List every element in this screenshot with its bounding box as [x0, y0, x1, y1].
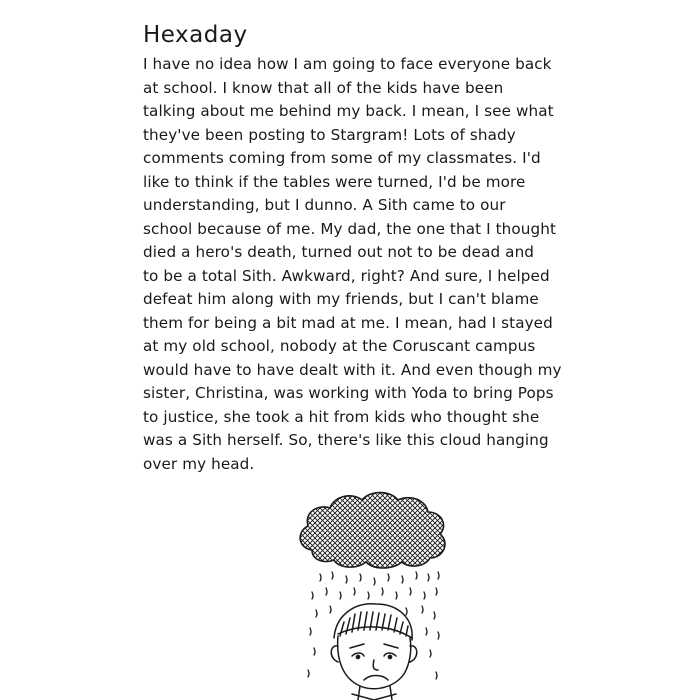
entry-line: would have to have dealt with it. And even though my [143, 360, 562, 379]
entry-line: to justice, she took a hit from kids who thought she [143, 407, 540, 426]
entry-line: defeat him along with my friends, but I can't blame [143, 290, 539, 308]
entry-line: was a Sith herself. So, there's like this cloud hanging [143, 431, 549, 449]
entry-line: over my head. [143, 454, 255, 473]
entry-line: I have no idea how I am going to face everyone back [143, 55, 552, 73]
entry-line: school because of me. My dad, the one that I thought [143, 219, 557, 238]
entry-line: to be a total Sith. Awkward, right? And sure, I helped [143, 266, 550, 285]
entry-line: talking about me behind my back. I mean, I see what [143, 102, 554, 120]
entry-line: sister, Christina, was working with Yoda to bring Pops [143, 384, 554, 402]
rain-cloud-icon [290, 488, 460, 578]
entry-line: comments coming from some of my classmates. I'd [143, 149, 541, 167]
entry-title: Hexaday [143, 22, 248, 48]
entry-line: died a hero's death, turned out not to be dead and [143, 243, 535, 261]
entry-line: at my old school, nobody at the Coruscant campus [143, 337, 536, 355]
entry-line: they've been posting to Stargram! Lots of shady [143, 125, 516, 144]
entry-line: understanding, but I dunno. A Sith came to our [143, 196, 506, 214]
entry-line: at school. I know that all of the kids have been [143, 78, 504, 97]
entry-body [143, 53, 563, 476]
entry-line: them for being a bit mad at me. I mean, had I stayed [143, 313, 553, 332]
sad-boy-icon [331, 604, 417, 700]
entry-line: like to think if the tables were turned, I'd be more [143, 172, 526, 191]
rain-cloud-sad-boy-icon [290, 488, 460, 700]
